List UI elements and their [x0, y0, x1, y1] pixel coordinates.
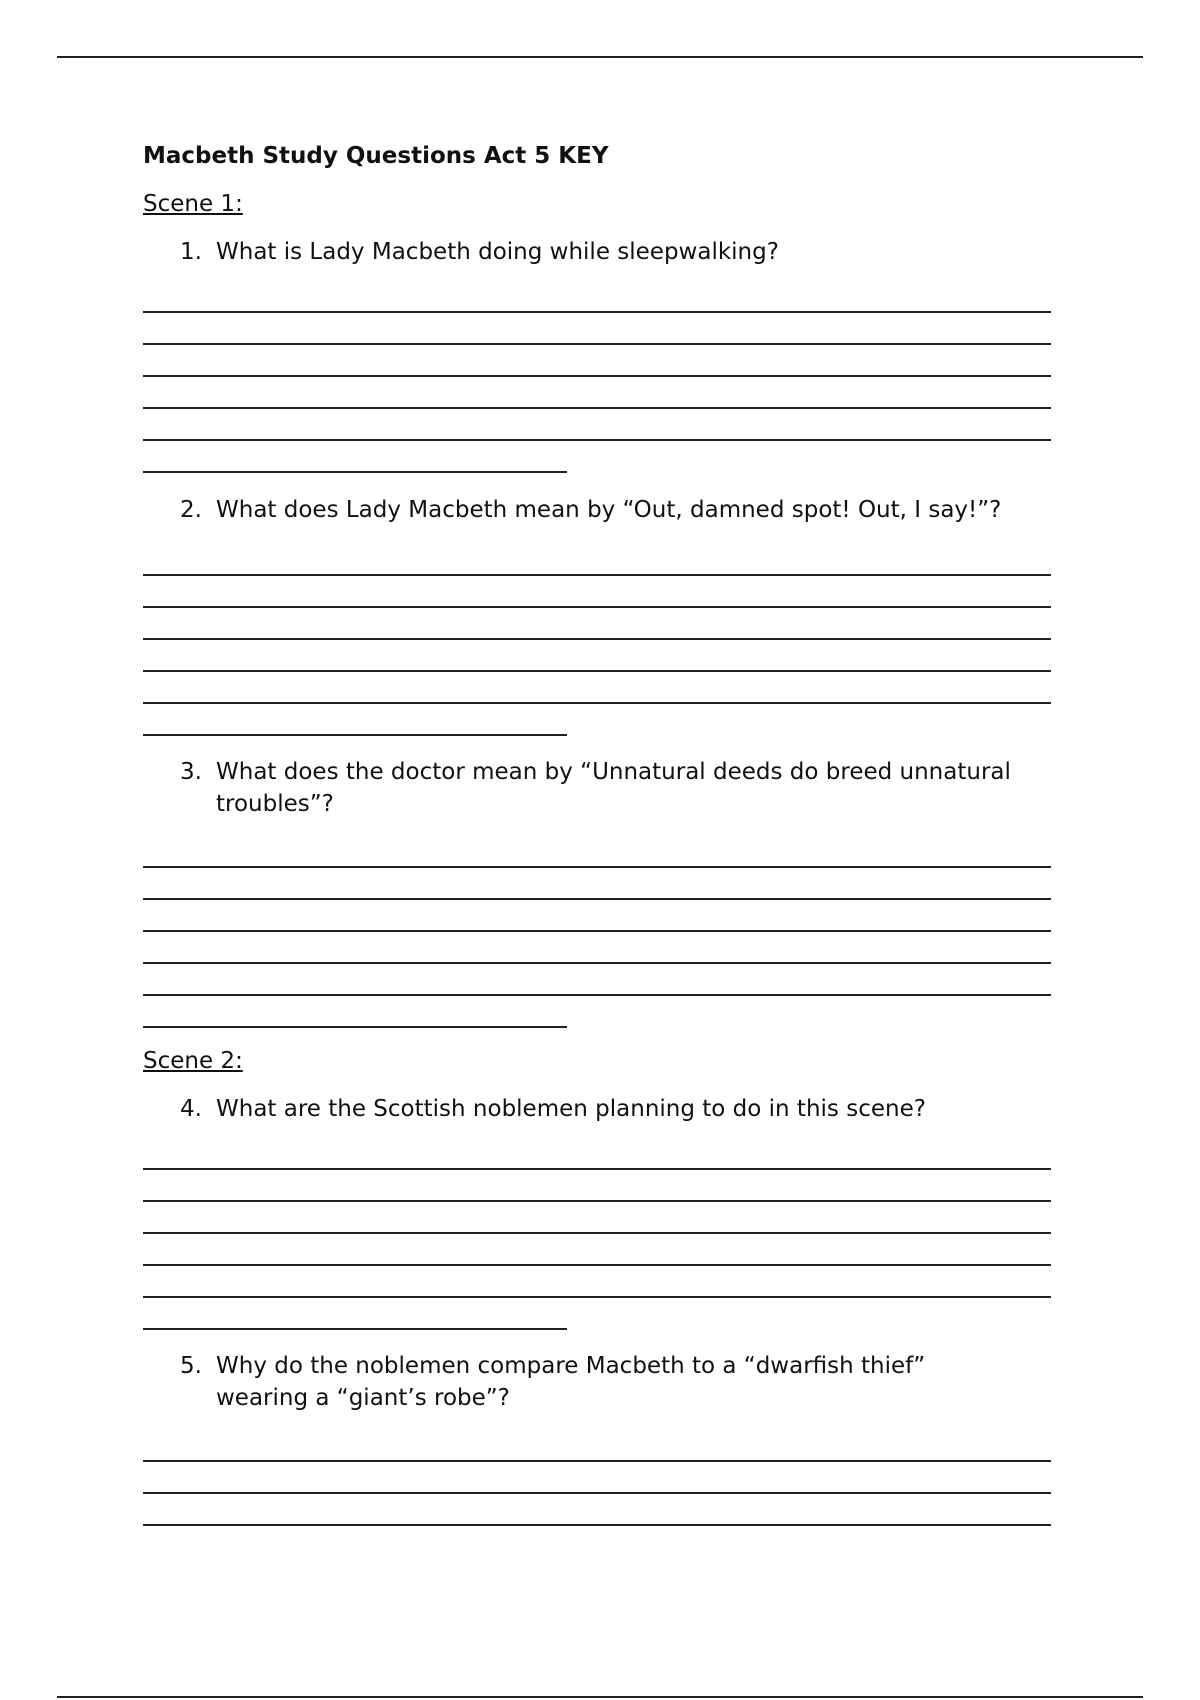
answer-line[interactable]	[143, 375, 1051, 377]
question-2	[143, 494, 1051, 526]
question-number: 5.	[180, 1353, 202, 1379]
answer-line[interactable]	[143, 574, 1051, 576]
footer-rule	[57, 1696, 1143, 1698]
answer-line[interactable]	[143, 1492, 1051, 1494]
answer-line[interactable]	[143, 407, 1051, 409]
answer-line[interactable]	[143, 343, 1051, 345]
question-4	[143, 1093, 1051, 1125]
answer-line[interactable]	[143, 1296, 1051, 1298]
question-3	[143, 756, 1051, 820]
question-text: What is Lady Macbeth doing while sleepwalking?	[216, 239, 779, 265]
question-text: What does the doctor mean by “Unnatural deeds do breed unnatural troubles”?	[216, 759, 1011, 817]
answer-line[interactable]	[143, 1328, 567, 1330]
question-1	[143, 236, 1051, 268]
answer-line[interactable]	[143, 1026, 567, 1028]
answer-line[interactable]	[143, 866, 1051, 868]
answer-line[interactable]	[143, 638, 1051, 640]
document-title: Macbeth Study Questions Act 5 KEY	[143, 143, 609, 169]
answer-line[interactable]	[143, 702, 1051, 704]
question-5	[143, 1350, 1051, 1414]
question-text: Why do the noblemen compare Macbeth to a “dwarfish thief” wearing a “giant’s robe”?	[216, 1353, 926, 1411]
answer-line[interactable]	[143, 311, 1051, 313]
question-number: 3.	[180, 759, 202, 785]
question-number: 2.	[180, 497, 202, 523]
answer-line[interactable]	[143, 471, 567, 473]
question-number: 1.	[180, 239, 202, 265]
answer-line[interactable]	[143, 1168, 1051, 1170]
worksheet	[143, 140, 1051, 1526]
question-text: What are the Scottish noblemen planning to do in this scene?	[216, 1096, 926, 1122]
section-heading-scene-2: Scene 2:	[143, 1048, 243, 1074]
question-text: What does Lady Macbeth mean by “Out, damned spot! Out, I say!”?	[216, 497, 1002, 523]
answer-area-4[interactable]	[143, 1168, 1051, 1330]
question-number: 4.	[180, 1096, 202, 1122]
section-heading-scene-1: Scene 1:	[143, 191, 243, 217]
answer-line[interactable]	[143, 1200, 1051, 1202]
answer-area-5[interactable]	[143, 1460, 1051, 1526]
answer-line[interactable]	[143, 734, 567, 736]
header-rule	[57, 56, 1143, 58]
answer-line[interactable]	[143, 606, 1051, 608]
answer-line[interactable]	[143, 439, 1051, 441]
answer-line[interactable]	[143, 898, 1051, 900]
answer-line[interactable]	[143, 1264, 1051, 1266]
answer-area-1[interactable]	[143, 311, 1051, 473]
answer-line[interactable]	[143, 1524, 1051, 1526]
answer-area-3[interactable]	[143, 866, 1051, 1028]
answer-line[interactable]	[143, 994, 1051, 996]
answer-line[interactable]	[143, 930, 1051, 932]
answer-line[interactable]	[143, 1460, 1051, 1462]
answer-line[interactable]	[143, 670, 1051, 672]
answer-line[interactable]	[143, 962, 1051, 964]
answer-area-2[interactable]	[143, 574, 1051, 736]
answer-line[interactable]	[143, 1232, 1051, 1234]
